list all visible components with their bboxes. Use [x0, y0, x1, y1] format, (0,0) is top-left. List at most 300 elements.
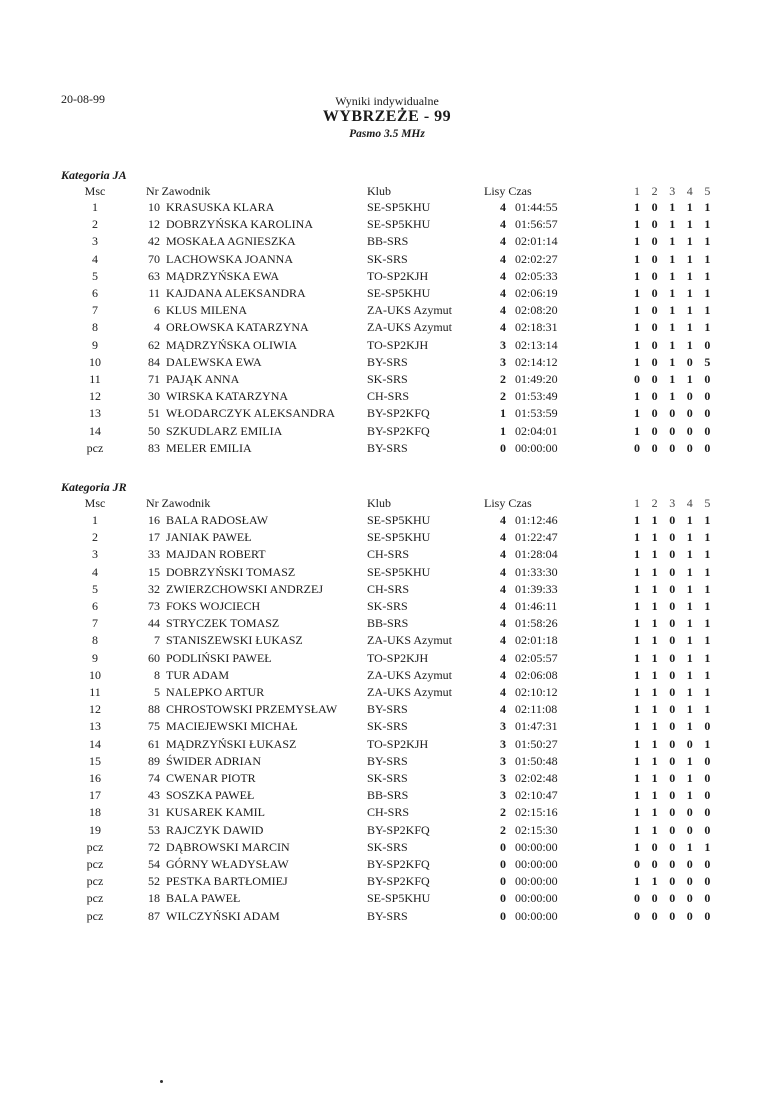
cell-klub: BB-SRS [367, 616, 409, 631]
cell-msc: pcz [86, 839, 104, 854]
cell-msc: 7 [92, 616, 98, 631]
cell-lisy: 4 [500, 200, 506, 214]
cell-nr: 89 [148, 753, 160, 768]
table-row [0, 372, 774, 389]
col-msc: Msc [84, 184, 106, 198]
cell-czas: 01:53:49 [515, 389, 558, 404]
cell-czas: 02:02:48 [515, 771, 558, 785]
cell-czas: 00:00:00 [515, 839, 558, 854]
cell-czas: 01:50:48 [515, 753, 558, 768]
cell-nr: 43 [148, 788, 160, 803]
cell-klub: SE-SP5KHU [367, 200, 431, 214]
cell-klub: SE-SP5KHU [367, 891, 431, 906]
cell-points: 1 0 1 1 1 [634, 286, 715, 300]
cell-lisy: 4 [500, 650, 506, 665]
cell-klub: TO-SP2KJH [367, 337, 429, 352]
table-row [0, 269, 774, 286]
cell-points: 1 1 0 1 1 [634, 633, 715, 648]
cell-msc: 11 [89, 685, 101, 699]
cell-klub: CH-SRS [367, 805, 410, 820]
cell-czas: 01:53:59 [515, 406, 558, 421]
table-row [0, 424, 774, 441]
cell-points: 1 1 0 1 1 [634, 564, 715, 579]
cell-lisy: 4 [500, 217, 506, 232]
cell-czas: 02:01:18 [515, 633, 558, 648]
cell-zawodnik: NALEPKO ARTUR [166, 685, 265, 699]
table-row [0, 565, 774, 582]
cell-points: 0 0 0 0 0 [634, 440, 715, 455]
cell-msc: 18 [89, 805, 101, 820]
cell-czas: 00:00:00 [515, 891, 558, 906]
col-klub: Klub [367, 496, 391, 510]
cell-czas: 01:47:31 [515, 719, 558, 734]
cell-nr: 32 [148, 581, 160, 596]
cell-czas: 01:33:30 [515, 564, 558, 579]
cell-points: 1 0 1 0 0 [634, 389, 715, 404]
cell-nr: 72 [148, 839, 160, 854]
cell-msc: pcz [86, 874, 104, 889]
cell-points: 1 1 0 1 1 [634, 667, 715, 682]
cell-zawodnik: STRYCZEK TOMASZ [166, 616, 280, 631]
cell-points: 1 0 1 1 1 [634, 320, 715, 335]
cell-zawodnik: MOSKAŁA AGNIESZKA [166, 234, 296, 249]
cell-msc: pcz [86, 857, 104, 871]
table-row [0, 320, 774, 337]
table-row [0, 355, 774, 372]
cell-points: 1 0 1 1 1 [634, 251, 715, 266]
cell-czas: 00:00:00 [515, 440, 558, 455]
cell-klub: SE-SP5KHU [367, 564, 431, 579]
cell-msc: 15 [89, 753, 101, 768]
cell-nr: 15 [148, 564, 160, 579]
cell-zawodnik: JANIAK PAWEŁ [166, 530, 252, 545]
cell-msc: 13 [89, 719, 101, 734]
cell-points: 1 1 0 0 0 [634, 874, 715, 889]
cell-nr: 87 [148, 908, 160, 923]
cell-nr: 30 [148, 389, 160, 404]
cell-lisy: 4 [500, 581, 506, 596]
cell-czas: 02:05:33 [515, 268, 558, 283]
report-subtitle: Wyniki indywidualne [335, 94, 439, 108]
cell-nr: 4 [154, 320, 160, 335]
cell-nr: 70 [148, 251, 160, 266]
table-row [0, 286, 774, 303]
column-header-row [0, 184, 774, 201]
cell-points: 1 0 1 1 1 [634, 268, 715, 283]
cell-points: 1 1 0 1 0 [634, 719, 715, 734]
cell-zawodnik: DALEWSKA EWA [166, 354, 262, 369]
table-row [0, 805, 774, 822]
cell-klub: BY-SP2KFQ [367, 423, 430, 438]
cell-msc: 14 [89, 736, 101, 751]
col-lisy-czas: Lisy Czas [484, 496, 532, 510]
cell-msc: 7 [92, 303, 98, 318]
cell-nr: 50 [148, 423, 160, 438]
cell-klub: BY-SRS [367, 753, 408, 768]
cell-zawodnik: RAJCZYK DAWID [166, 822, 264, 837]
cell-points: 1 0 1 1 0 [634, 337, 715, 352]
cell-nr: 10 [148, 200, 160, 214]
cell-msc: 9 [92, 337, 98, 352]
cell-nr: 74 [148, 771, 160, 785]
table-row [0, 389, 774, 406]
cell-czas: 02:10:12 [515, 685, 558, 699]
cell-klub: BY-SP2KFQ [367, 874, 430, 889]
cell-zawodnik: ZWIERZCHOWSKI ANDRZEJ [166, 581, 323, 596]
cell-nr: 7 [154, 633, 160, 648]
cell-klub: ZA-UKS Azymut [367, 633, 452, 648]
cell-czas: 02:10:47 [515, 788, 558, 803]
cell-points: 1 1 0 0 0 [634, 822, 715, 837]
cell-czas: 02:13:14 [515, 337, 558, 352]
cell-points: 1 0 0 1 1 [634, 839, 715, 854]
cell-klub: CH-SRS [367, 547, 410, 562]
col-klub: Klub [367, 184, 391, 198]
cell-klub: ZA-UKS Azymut [367, 667, 452, 682]
cell-lisy: 4 [500, 268, 506, 283]
cell-zawodnik: DOBRZYŃSKI TOMASZ [166, 564, 296, 579]
cell-zawodnik: MELER EMILIA [166, 440, 252, 455]
table-row [0, 582, 774, 599]
cell-msc: 10 [89, 354, 101, 369]
cell-nr: 88 [148, 702, 160, 717]
cell-nr: 73 [148, 599, 160, 613]
cell-nr: 84 [148, 354, 160, 369]
cell-points: 1 1 0 1 0 [634, 771, 715, 785]
cell-lisy: 4 [500, 616, 506, 631]
cell-lisy: 4 [500, 513, 506, 527]
cell-zawodnik: ŚWIDER ADRIAN [166, 753, 261, 768]
cell-zawodnik: FOKS WOJCIECH [166, 599, 261, 613]
category-title: Kategoria JA [61, 168, 127, 182]
cell-nr: 33 [148, 547, 160, 562]
table-row [0, 513, 774, 530]
cell-lisy: 3 [500, 753, 506, 768]
cell-czas: 02:05:57 [515, 650, 558, 665]
cell-zawodnik: PESTKA BARTŁOMIEJ [166, 874, 288, 889]
cell-msc: 13 [89, 406, 101, 421]
cell-czas: 01:50:27 [515, 736, 558, 751]
cell-points: 1 1 0 1 1 [634, 702, 715, 717]
col-points: 1 2 3 4 5 [634, 184, 715, 198]
cell-lisy: 3 [500, 337, 506, 352]
cell-msc: 1 [92, 513, 98, 527]
cell-czas: 02:14:12 [515, 354, 558, 369]
table-row [0, 737, 774, 754]
cell-lisy: 4 [500, 633, 506, 648]
table-row [0, 754, 774, 771]
table-row [0, 668, 774, 685]
cell-nr: 16 [148, 513, 160, 527]
cell-klub: SK-SRS [367, 771, 408, 785]
table-row [0, 651, 774, 668]
cell-nr: 71 [148, 372, 160, 386]
cell-klub: SE-SP5KHU [367, 286, 431, 300]
cell-msc: 5 [92, 268, 98, 283]
cell-klub: SK-SRS [367, 372, 408, 386]
cell-nr: 53 [148, 822, 160, 837]
cell-msc: 5 [92, 581, 98, 596]
cell-points: 1 1 0 1 1 [634, 616, 715, 631]
cell-zawodnik: WIRSKA KATARZYNA [166, 389, 289, 404]
cell-msc: 16 [89, 771, 101, 785]
stray-dot [160, 1080, 163, 1083]
cell-nr: 51 [148, 406, 160, 421]
cell-nr: 5 [154, 685, 160, 699]
cell-msc: pcz [86, 908, 104, 923]
cell-points: 1 0 0 0 0 [634, 406, 715, 421]
table-row [0, 599, 774, 616]
cell-zawodnik: WILCZYŃSKI ADAM [166, 908, 280, 923]
cell-klub: TO-SP2KJH [367, 650, 429, 665]
cell-points: 0 0 1 1 0 [634, 372, 715, 386]
cell-klub: BY-SRS [367, 354, 408, 369]
cell-klub: SK-SRS [367, 719, 408, 734]
cell-points: 1 1 0 0 1 [634, 736, 715, 751]
cell-zawodnik: TUR ADAM [166, 667, 230, 682]
cell-nr: 52 [148, 874, 160, 889]
cell-nr: 42 [148, 234, 160, 249]
cell-nr: 75 [148, 719, 160, 734]
cell-lisy: 4 [500, 564, 506, 579]
report-date: 20-08-99 [61, 92, 105, 106]
cell-czas: 00:00:00 [515, 874, 558, 889]
table-row [0, 857, 774, 874]
cell-lisy: 2 [500, 822, 506, 837]
cell-nr: 8 [154, 667, 160, 682]
cell-msc: 14 [89, 423, 101, 438]
cell-points: 1 0 1 0 5 [634, 354, 715, 369]
cell-czas: 01:12:46 [515, 513, 558, 527]
cell-klub: SK-SRS [367, 599, 408, 613]
cell-klub: SE-SP5KHU [367, 530, 431, 545]
band-label: Pasmo 3.5 MHz [349, 128, 425, 140]
cell-zawodnik: KRASUSKA KLARA [166, 200, 275, 214]
cell-lisy: 4 [500, 685, 506, 699]
table-row [0, 406, 774, 423]
cell-nr: 6 [154, 303, 160, 318]
table-row [0, 252, 774, 269]
cell-czas: 01:56:57 [515, 217, 558, 232]
cell-points: 1 1 0 1 0 [634, 788, 715, 803]
cell-czas: 02:18:31 [515, 320, 558, 335]
cell-points: 0 0 0 0 0 [634, 891, 715, 906]
table-row [0, 702, 774, 719]
cell-points: 1 1 0 1 1 [634, 547, 715, 562]
cell-points: 1 1 0 1 0 [634, 753, 715, 768]
cell-points: 1 0 0 0 0 [634, 423, 715, 438]
cell-msc: 12 [89, 389, 101, 404]
cell-czas: 01:22:47 [515, 530, 558, 545]
cell-msc: 4 [92, 564, 98, 579]
cell-nr: 44 [148, 616, 160, 631]
cell-zawodnik: MĄDRZYŃSKA EWA [166, 268, 280, 283]
cell-msc: 19 [89, 822, 101, 837]
table-row [0, 685, 774, 702]
cell-points: 1 1 0 0 0 [634, 805, 715, 820]
category-title: Kategoria JR [61, 480, 127, 494]
table-row [0, 616, 774, 633]
cell-lisy: 3 [500, 354, 506, 369]
cell-zawodnik: STANISZEWSKI ŁUKASZ [166, 633, 303, 648]
cell-zawodnik: KLUS MILENA [166, 303, 247, 318]
cell-points: 0 0 0 0 0 [634, 857, 715, 871]
table-row [0, 303, 774, 320]
table-row [0, 771, 774, 788]
cell-czas: 00:00:00 [515, 908, 558, 923]
cell-zawodnik: DOBRZYŃSKA KAROLINA [166, 217, 314, 232]
table-row [0, 840, 774, 857]
cell-lisy: 4 [500, 667, 506, 682]
cell-msc: 4 [92, 251, 98, 266]
col-points: 1 2 3 4 5 [634, 496, 715, 510]
cell-zawodnik: MĄDRZYŃSKI ŁUKASZ [166, 736, 297, 751]
cell-czas: 02:06:19 [515, 286, 558, 300]
cell-msc: 10 [89, 667, 101, 682]
cell-zawodnik: PAJĄK ANNA [166, 372, 240, 386]
cell-klub: SE-SP5KHU [367, 217, 431, 232]
cell-klub: BY-SP2KFQ [367, 406, 430, 421]
cell-klub: BB-SRS [367, 234, 409, 249]
report-title: WYBRZEŻE - 99 [322, 108, 452, 125]
cell-nr: 17 [148, 530, 160, 545]
table-row [0, 234, 774, 251]
cell-czas: 02:04:01 [515, 423, 558, 438]
table-row [0, 200, 774, 217]
cell-msc: pcz [86, 891, 104, 906]
cell-nr: 31 [148, 805, 160, 820]
cell-msc: 12 [89, 702, 101, 717]
cell-klub: SE-SP5KHU [367, 513, 431, 527]
cell-lisy: 0 [500, 908, 506, 923]
cell-nr: 54 [148, 857, 160, 871]
table-row [0, 891, 774, 908]
cell-zawodnik: SOSZKA PAWEŁ [166, 788, 255, 803]
cell-lisy: 4 [500, 702, 506, 717]
col-lisy-czas: Lisy Czas [484, 184, 532, 198]
cell-zawodnik: CWENAR PIOTR [166, 771, 256, 785]
cell-czas: 02:01:14 [515, 234, 558, 249]
table-row [0, 547, 774, 564]
cell-klub: SK-SRS [367, 839, 408, 854]
cell-zawodnik: LACHOWSKA JOANNA [166, 251, 294, 266]
cell-zawodnik: BALA PAWEŁ [166, 891, 241, 906]
cell-msc: 2 [92, 217, 98, 232]
cell-nr: 63 [148, 268, 160, 283]
cell-nr: 62 [148, 337, 160, 352]
table-row [0, 719, 774, 736]
cell-lisy: 2 [500, 372, 506, 386]
cell-zawodnik: GÓRNY WŁADYSŁAW [166, 857, 289, 871]
cell-lisy: 0 [500, 839, 506, 854]
cell-points: 1 0 1 1 1 [634, 217, 715, 232]
cell-zawodnik: ORŁOWSKA KATARZYNA [166, 320, 309, 335]
cell-zawodnik: KUSAREK KAMIL [166, 805, 265, 820]
cell-klub: BY-SRS [367, 440, 408, 455]
cell-points: 0 0 0 0 0 [634, 908, 715, 923]
table-row [0, 909, 774, 926]
cell-klub: CH-SRS [367, 581, 410, 596]
cell-lisy: 1 [500, 406, 506, 421]
cell-points: 1 1 0 1 1 [634, 650, 715, 665]
cell-zawodnik: MĄDRZYŃSKA OLIWIA [166, 337, 297, 352]
cell-klub: BY-SRS [367, 702, 408, 717]
cell-klub: ZA-UKS Azymut [367, 320, 452, 335]
cell-lisy: 2 [500, 805, 506, 820]
cell-klub: TO-SP2KJH [367, 736, 429, 751]
cell-czas: 01:46:11 [515, 599, 558, 613]
cell-czas: 01:49:20 [515, 372, 558, 386]
cell-msc: 3 [92, 234, 98, 249]
table-row [0, 788, 774, 805]
cell-lisy: 0 [500, 891, 506, 906]
cell-lisy: 1 [500, 423, 506, 438]
cell-zawodnik: WŁODARCZYK ALEKSANDRA [166, 406, 335, 421]
cell-zawodnik: BALA RADOSŁAW [166, 513, 269, 527]
cell-czas: 02:06:08 [515, 667, 558, 682]
table-row [0, 338, 774, 355]
cell-czas: 02:02:27 [515, 251, 558, 266]
cell-lisy: 4 [500, 286, 506, 300]
cell-klub: ZA-UKS Azymut [367, 685, 452, 699]
cell-nr: 11 [148, 286, 160, 300]
cell-msc: 11 [89, 372, 101, 386]
cell-czas: 02:11:08 [515, 702, 558, 717]
column-header-row [0, 496, 774, 513]
table-row [0, 823, 774, 840]
cell-lisy: 0 [500, 857, 506, 871]
cell-zawodnik: PODLIŃSKI PAWEŁ [166, 650, 272, 665]
table-row [0, 530, 774, 547]
cell-zawodnik: KAJDANA ALEKSANDRA [166, 286, 306, 300]
cell-points: 1 1 0 1 1 [634, 685, 715, 699]
cell-lisy: 4 [500, 320, 506, 335]
cell-lisy: 0 [500, 874, 506, 889]
cell-lisy: 3 [500, 736, 506, 751]
cell-lisy: 0 [500, 440, 506, 455]
cell-czas: 02:15:16 [515, 805, 558, 820]
cell-czas: 02:08:20 [515, 303, 558, 318]
cell-nr: 60 [148, 650, 160, 665]
cell-msc: 6 [92, 286, 98, 300]
cell-lisy: 4 [500, 547, 506, 562]
table-row [0, 874, 774, 891]
cell-nr: 83 [148, 440, 160, 455]
cell-klub: ZA-UKS Azymut [367, 303, 452, 318]
cell-lisy: 4 [500, 599, 506, 613]
cell-klub: CH-SRS [367, 389, 410, 404]
cell-msc: 6 [92, 599, 98, 613]
cell-klub: BB-SRS [367, 788, 409, 803]
cell-points: 1 1 0 1 1 [634, 599, 715, 613]
cell-msc: 9 [92, 650, 98, 665]
cell-msc: 1 [92, 200, 98, 214]
cell-zawodnik: MAJDAN ROBERT [166, 547, 266, 562]
cell-klub: BY-SRS [367, 908, 408, 923]
cell-points: 1 0 1 1 1 [634, 303, 715, 318]
cell-klub: BY-SP2KFQ [367, 822, 430, 837]
cell-czas: 01:28:04 [515, 547, 558, 562]
cell-lisy: 4 [500, 251, 506, 266]
cell-zawodnik: SZKUDLARZ EMILIA [166, 423, 283, 438]
cell-msc: 3 [92, 547, 98, 562]
cell-czas: 02:15:30 [515, 822, 558, 837]
table-row [0, 633, 774, 650]
cell-zawodnik: DĄBROWSKI MARCIN [166, 839, 290, 854]
cell-klub: BY-SP2KFQ [367, 857, 430, 871]
cell-lisy: 3 [500, 771, 506, 785]
cell-czas: 01:58:26 [515, 616, 558, 631]
